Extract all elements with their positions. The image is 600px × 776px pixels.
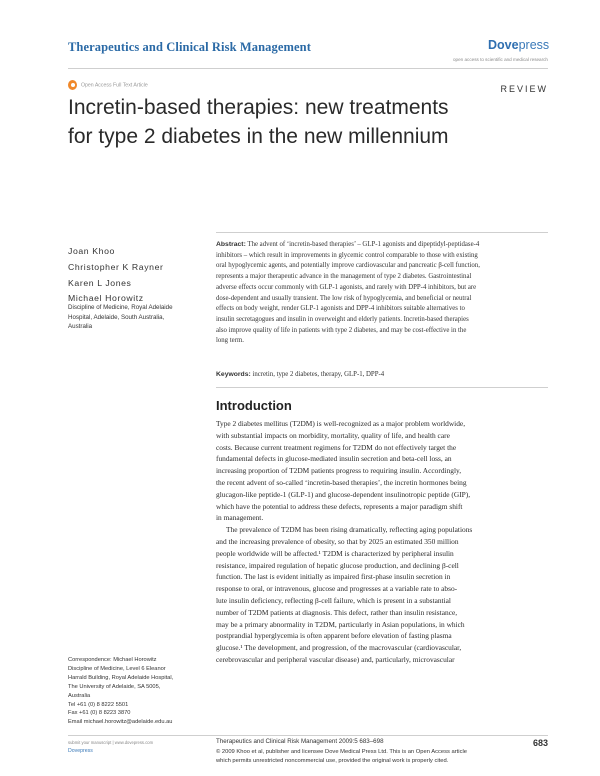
copyright-line: © 2009 Khoo et al, publisher and licensee Dove Medical Press Ltd. This is an Open Access article: [216, 749, 467, 755]
abstract-line: dose-dependent and usually transient. The low risk of hypoglycemia, and beneficial or neutral: [216, 294, 472, 302]
article-title: [68, 93, 538, 151]
journal-title: Therapeutics and Clinical Risk Management: [68, 40, 311, 54]
copyright: [216, 748, 536, 766]
abstract-line: insulin secretagogues and insulin in overweight and elderly patients. Incretin-based therapies: [216, 315, 469, 323]
open-access-label: [68, 80, 148, 90]
body-line: people worldwide will be affected.¹ T2DM is characterized by peripheral insulin: [216, 548, 454, 558]
header-divider: [68, 68, 548, 69]
correspondence-line: Australia: [68, 692, 91, 699]
correspondence-line: Fax +61 (0) 8 8223 3870: [68, 710, 131, 717]
body-line: glucagon-like peptide-1 (GLP-1) and glucose-dependent insulinotropic peptide (GIP),: [216, 489, 471, 499]
abstract-line: represents a major therapeutic advance in the management of type 2 diabetes. Gastrointestinal: [216, 273, 472, 281]
publisher-tagline: open access to scientific and medical research: [453, 57, 548, 62]
title-line: for type 2 diabetes in the new millennium: [68, 125, 449, 148]
correspondence-email[interactable]: Email michael.horowitz@adelaide.edu.au: [68, 719, 173, 726]
body-line: cerebrovascular and peripheral vascular disease) and, particularly, microvascular: [216, 654, 455, 664]
correspondence-line: Correspondence: Michael Horowitz: [68, 657, 157, 663]
affiliation: [68, 303, 213, 332]
abstract-divider: [216, 232, 548, 233]
affiliation-line: Australia: [68, 323, 93, 331]
author-name: Michael Horowitz: [68, 293, 144, 304]
introduction-body: [216, 418, 548, 666]
abstract: [216, 240, 548, 347]
keywords-label: Keywords:: [216, 371, 251, 378]
abstract-line: effects on body weight, render GLP-1 agonists and DPP-4 inhibitors suitable alternatives to: [216, 305, 465, 313]
body-line: with substantial impacts on morbidity, mortality, quality of life, and health care: [216, 430, 450, 440]
author-name: Joan Khoo: [68, 246, 115, 256]
body-line: function. The last is evident initially as impaired first-phase insulin secretion in: [216, 572, 451, 582]
open-access-icon: [68, 80, 77, 90]
body-line: may be a primary abnormality in T2DM, particularly in Asian populations, in which: [216, 619, 465, 629]
author-name: Christopher K Rayner: [68, 261, 164, 272]
body-line: which have the potential to address these defects, represents a major paradigm shift: [216, 501, 463, 511]
body-line: costs. Because current treatment regimens for T2DM do not effectively target the: [216, 442, 457, 452]
affiliation-line: Discipline of Medicine, Royal Adelaide: [68, 304, 173, 311]
abstract-label: Abstract:: [216, 241, 246, 248]
abstract-line: inhibitors – which result in improvements in glycemic control comparable to those with existing: [216, 251, 478, 259]
citation: Therapeutics and Clinical Risk Management 2009:5 683–698: [216, 738, 384, 745]
abstract-line: adverse effects occur commonly with GLP-1 agonists, and rarely with DPP-4 inhibitors, but are: [216, 283, 477, 291]
footer-brand[interactable]: Dovepress: [68, 748, 93, 754]
publisher-logo-bold: Dove: [488, 38, 519, 52]
title-line: Incretin-based therapies: new treatments: [68, 96, 449, 119]
submit-manuscript-link[interactable]: submit your manuscript | www.dovepress.com: [68, 740, 154, 745]
keywords: [216, 371, 384, 378]
page-number: 683: [532, 738, 548, 748]
body-line: response to oral, or intravenous, glucose and progresses at a variable rate to abso-: [216, 584, 458, 594]
abstract-line-text: The advent of ‘incretin-based therapies’ – GLP-1 agonists and dipeptidyl-peptidase-4: [245, 241, 480, 248]
abstract-line: oral hypoglycemic agents, and potentially improve cardiovascular and pancreatic β-cell function,: [216, 262, 480, 270]
open-access-text: Open Access Full Text Article: [81, 82, 148, 89]
correspondence-line: Harrald Building, Royal Adelaide Hospital,: [68, 674, 174, 681]
body-line: glucose.¹ The development, and progression, of the macrovascular (cardiovascular,: [216, 643, 462, 653]
author-name: Karen L Jones: [68, 277, 132, 288]
publisher-logo-rest: press: [518, 38, 550, 52]
body-line: increasing proportion of T2DM patients progress to requiring insulin. Accordingly,: [216, 466, 462, 476]
body-line: and the increasing prevalence of obesity, so that by 2025 an estimated 350 million: [216, 536, 459, 546]
correspondence-line: Discipline of Medicine, Level 6 Eleanor: [68, 665, 166, 672]
keywords-text: incretin, type 2 diabetes, therapy, GLP-1, DPP-4: [250, 371, 385, 378]
footer-divider: [68, 735, 548, 736]
abstract-line: also improve quality of life in patients with type 2 diabetes, and may be cost-effective in the: [216, 326, 467, 334]
section-label: REVIEW: [500, 84, 548, 94]
body-line: lute insulin deficiency, reflecting β-cell failure, which is present in a substantial: [216, 595, 451, 605]
body-line: fundamental defects in glucose-mediated insulin secretion and beta-cell loss, an: [216, 454, 452, 464]
body-line: postprandial hyperglycemia is often apparent before elevation of fasting plasma: [216, 631, 452, 641]
author-list: [68, 244, 164, 307]
affiliation-line: Hospital, Adelaide, South Australia,: [68, 313, 165, 321]
section-heading-introduction: Introduction: [216, 398, 292, 413]
body-line: Type 2 diabetes mellitus (T2DM) is well-recognized as a major problem worldwide,: [216, 419, 466, 428]
correspondence-line: Tel +61 (0) 8 8222 5501: [68, 701, 129, 708]
body-line: the recent advent of so-called ‘incretin-based therapies’, the incretin hormones being: [216, 477, 467, 487]
correspondence-line: The University of Adelaide, SA 5005,: [68, 683, 161, 690]
abstract-line: long term.: [216, 337, 244, 345]
copyright-line: which permits unrestricted noncommercial use, provided the original work is properly cited.: [216, 758, 449, 764]
body-line: resistance, impaired regulation of hepatic glucose production, and declining β-cell: [216, 560, 459, 570]
body-line: in management.: [216, 513, 264, 523]
publisher-logo[interactable]: [488, 38, 549, 52]
correspondence: [68, 656, 213, 727]
keywords-divider: [216, 387, 548, 388]
body-line: The prevalence of T2DM has been rising dramatically, reflecting aging populations: [226, 525, 473, 535]
body-line: number of T2DM patients at diagnosis. This defect, rather than insulin resistance,: [216, 607, 458, 617]
abstract-line: [216, 240, 548, 251]
